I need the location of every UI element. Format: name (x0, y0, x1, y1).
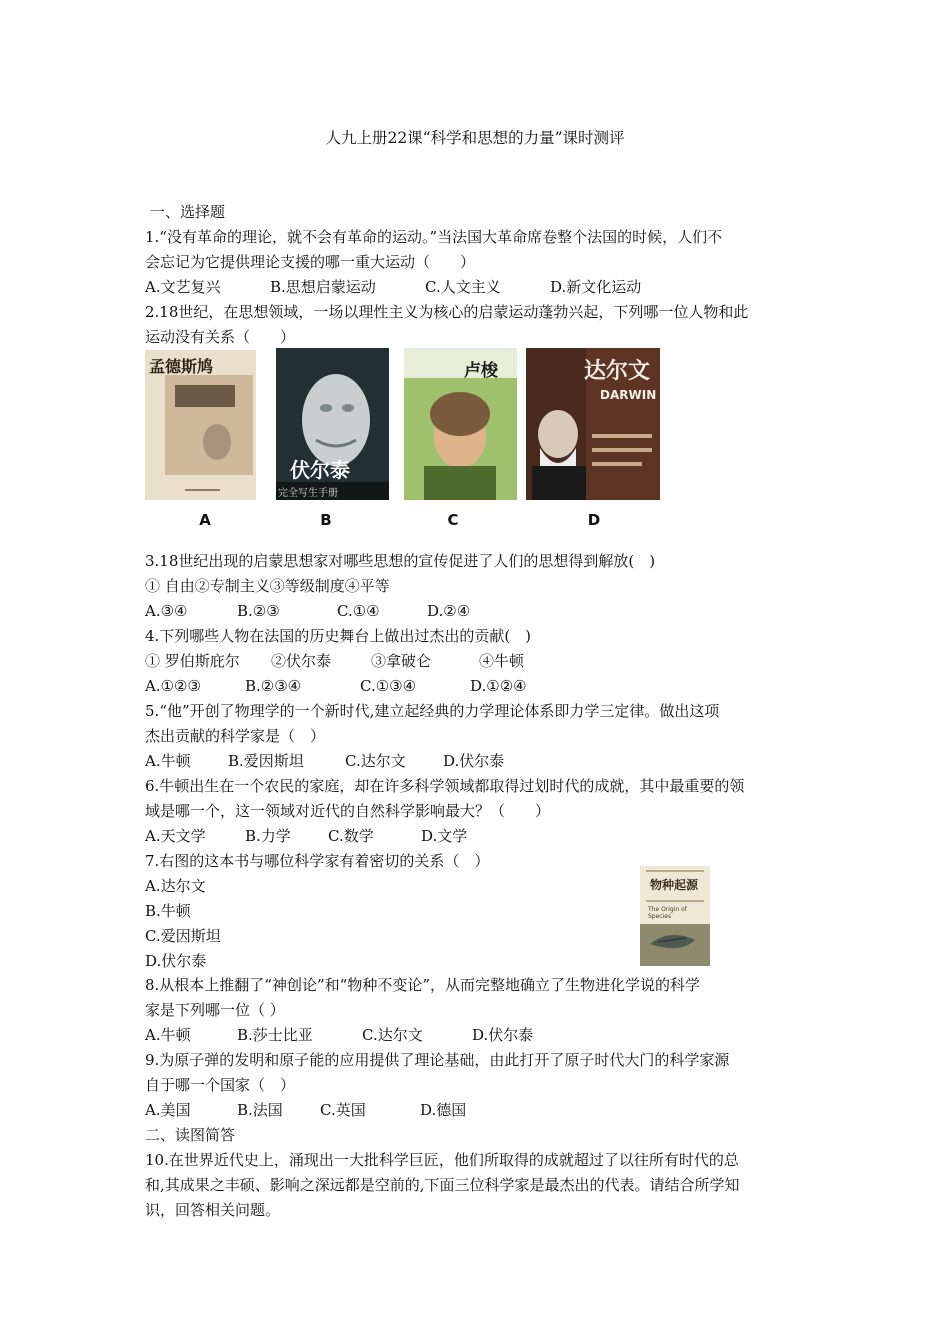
q6-options (145, 826, 467, 846)
q4-item-2: ②伏尔泰 (271, 652, 332, 670)
q1-option-a: A.文艺复兴 (145, 278, 221, 296)
q6-text-line1: 6.牛顿出生在一个农民的家庭，却在许多科学领域都取得过划时代的成就，其中最重要的领 (145, 777, 745, 795)
book-cover-rousseau-icon (404, 348, 517, 500)
q7-option-c: C.爱因斯坦 (145, 927, 221, 945)
q1-text-line1: 1.“没有革命的理论，就不会有革命的运动。”当法国大革命席卷整个法国的时候，人们不 (145, 228, 723, 246)
q7-option-a: A.达尔文 (145, 877, 206, 895)
origin-book-subtitle: The Origin of Species (648, 906, 687, 920)
q4-option-a: A.①②③ (145, 677, 201, 695)
q4-option-c: C.①③④ (360, 677, 417, 695)
q4-item-1: ① 罗伯斯庇尔 (145, 652, 240, 670)
q1-option-b: B.思想启蒙运动 (270, 278, 376, 296)
image-d-label: D (587, 511, 601, 529)
image-a (145, 350, 256, 500)
q3-option-c: C.①④ (337, 602, 380, 620)
q6-option-a: A.天文学 (145, 827, 206, 845)
section-heading-choice: 一、选择题 (150, 203, 226, 221)
q7-option-d: D.伏尔泰 (145, 952, 207, 970)
q4-text-line1: 4.下列哪些人物在法国的历史舞台上做出过杰出的贡献( ) (145, 627, 532, 645)
q4-option-b: B.②③④ (245, 677, 302, 695)
q8-text-line1: 8.从根本上推翻了“神创论”和“物种不变论”，从而完整地确立了生物进化学说的科学 (145, 976, 700, 994)
q9-option-d: D.德国 (420, 1101, 467, 1119)
q8-options (145, 1025, 533, 1045)
q3-text-line2: ① 自由②专制主义③等级制度④平等 (145, 577, 390, 595)
q10-text-line2: 和,其成果之丰硕、影响之深远都是空前的,下面三位科学家是最杰出的代表。请结合所学知 (145, 1176, 740, 1194)
q3-text-line1: 3.18世纪出现的启蒙思想家对哪些思想的宣传促进了人们的思想得到解放( ) (145, 552, 656, 570)
q6-option-d: D.文学 (421, 827, 468, 845)
q9-options (145, 1100, 466, 1120)
image-a-cover-text: 孟德斯鸠 (149, 357, 214, 376)
image-c (404, 348, 517, 500)
q9-text-line1: 9.为原子弹的发明和原子能的应用提供了理论基础，由此打开了原子时代大门的科学家源 (145, 1051, 730, 1069)
q4-text-line2 (145, 651, 524, 671)
q2-text-line1: 2.18世纪，在思想领域，一场以理性主义为核心的启蒙运动蓬勃兴起，下列哪一位人物和此 (145, 303, 749, 321)
q5-option-c: C.达尔文 (345, 752, 406, 770)
image-b-cover-text: 伏尔泰 (290, 458, 350, 482)
q2-text-line2: 运动没有关系（ ） (145, 328, 296, 346)
q5-option-b: B.爱因斯坦 (228, 752, 304, 770)
q8-option-c: C.达尔文 (362, 1026, 423, 1044)
q7-text-line1: 7.右图的这本书与哪位科学家有着密切的关系（ ） (145, 852, 490, 870)
q6-option-c: C.数学 (328, 827, 374, 845)
image-c-label: C (447, 511, 459, 529)
q5-text-line1: 5.“他”开创了物理学的一个新时代,建立起经典的力学理论体系即力学三定律。做出这项 (145, 702, 720, 720)
q1-option-d: D.新文化运动 (550, 278, 642, 296)
q4-options (145, 676, 527, 696)
image-a-label: A (199, 511, 211, 529)
origin-book-title: 物种起源 (650, 878, 699, 892)
q5-option-a: A.牛顿 (145, 752, 191, 770)
q9-option-a: A.美国 (145, 1101, 191, 1119)
q4-option-d: D.①②④ (470, 677, 527, 695)
q4-item-4: ④牛顿 (479, 652, 525, 670)
q6-option-b: B.力学 (245, 827, 291, 845)
image-d-cover-sub: DARWIN (600, 388, 657, 402)
q1-option-c: C.人文主义 (425, 278, 501, 296)
q3-option-a: A.③④ (145, 602, 188, 620)
q8-option-b: B.莎士比亚 (237, 1026, 313, 1044)
q8-option-d: D.伏尔泰 (472, 1026, 534, 1044)
q5-text-line2: 杰出贡献的科学家是（ ） (145, 727, 326, 745)
q9-option-b: B.法国 (237, 1101, 283, 1119)
q10-text-line3: 识，回答相关问题。 (145, 1201, 281, 1219)
image-b-label: B (320, 511, 332, 529)
image-d-cover-text: 达尔文 (584, 359, 651, 384)
q5-options (145, 751, 504, 771)
q3-option-d: D.②④ (427, 602, 471, 620)
page-title: 人九上册22课“科学和思想的力量”课时测评 (325, 129, 625, 147)
image-d (526, 348, 660, 500)
q8-option-a: A.牛顿 (145, 1026, 191, 1044)
q4-item-3: ③拿破仑 (371, 652, 432, 670)
q3-option-b: B.②③ (237, 602, 280, 620)
q6-text-line2: 域是哪一个，这一领域对近代的自然科学影响最大？（ ） (145, 802, 551, 820)
q9-option-c: C.英国 (320, 1101, 366, 1119)
q5-option-d: D.伏尔泰 (443, 752, 505, 770)
section-heading-reading: 二、读图简答 (145, 1126, 236, 1144)
q1-options (145, 277, 641, 297)
image-b (276, 348, 389, 500)
q10-text-line1: 10.在世界近代史上，涌现出一大批科学巨匠，他们所取得的成就超过了以往所有时代的总 (145, 1151, 739, 1169)
image-b-cover-sub: 完全写生手册 (278, 488, 338, 499)
q7-option-b: B.牛顿 (145, 902, 191, 920)
image-c-cover-text: 卢梭 (464, 361, 498, 381)
q1-text-line2: 会忘记为它提供理论支援的哪一重大运动（ ） (145, 253, 476, 271)
q3-options (145, 601, 470, 621)
q8-text-line2: 家是下列哪一位（ ） (145, 1001, 285, 1019)
image-origin-of-species (640, 866, 710, 966)
q9-text-line2: 自于哪一个国家（ ） (145, 1076, 296, 1094)
